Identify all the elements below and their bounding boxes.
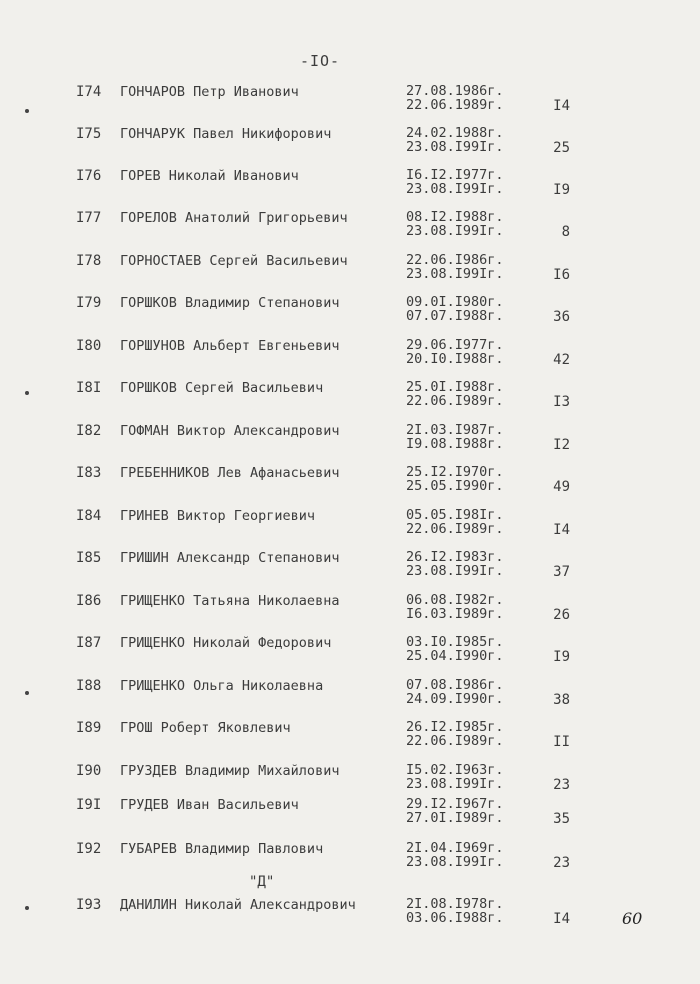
entry-number: I80 — [76, 338, 102, 354]
entry-dates — [406, 678, 504, 706]
entry-name: ГОРЕЛОВ Анатолий Григорьевич — [120, 210, 348, 226]
entry-name: ГОРШКОВ Сергей Васильевич — [120, 380, 324, 396]
entry-name: ГУБАРЕВ Владимир Павлович — [120, 841, 324, 857]
entry-row — [0, 550, 700, 584]
entry-date-end: 22.06.I989г. — [406, 521, 504, 537]
entry-date-end: 23.08.I99Iг. — [406, 776, 504, 792]
entry-name: ГРИШИН Александр Степанович — [120, 550, 340, 566]
entry-name: ГРЕБЕННИКОВ Лев Афанасьевич — [120, 465, 340, 481]
entry-number: I87 — [76, 635, 102, 651]
entry-row — [0, 841, 700, 875]
entry-number: I75 — [76, 126, 102, 142]
entry-date-start: 03.I0.I985г. — [406, 634, 504, 650]
entry-date-start: 24.02.1988г. — [406, 125, 504, 141]
entry-number: I90 — [76, 763, 102, 779]
entry-date-end: 20.I0.I988г. — [406, 351, 504, 367]
entry-years: I4 — [553, 98, 570, 114]
entry-date-start: 29.I2.I967г. — [406, 796, 504, 812]
entry-row — [0, 84, 700, 118]
entry-dates — [406, 593, 504, 621]
entry-name: ГОРШКОВ Владимир Степанович — [120, 295, 340, 311]
entry-date-start: 26.I2.I983г. — [406, 549, 504, 565]
entry-number: I89 — [76, 720, 102, 736]
entry-dates — [406, 841, 504, 869]
entry-name: ГРОШ Роберт Яковлевич — [120, 720, 291, 736]
entry-date-end: 23.08.I99Iг. — [406, 266, 504, 282]
entry-date-start: I6.I2.I977г. — [406, 167, 504, 183]
entry-years: 36 — [553, 309, 570, 325]
entry-dates — [406, 635, 504, 663]
entry-date-start: 05.05.I98Iг. — [406, 507, 504, 523]
entry-date-end: 07.07.I988г. — [406, 308, 504, 324]
entry-name: ДАНИЛИН Николай Александрович — [120, 897, 356, 913]
entry-date-start: 07.08.I986г. — [406, 677, 504, 693]
entry-row — [0, 210, 700, 244]
entry-years: 23 — [553, 777, 570, 793]
entry-row — [0, 126, 700, 160]
entry-date-end: 25.04.I990г. — [406, 648, 504, 664]
entry-name: ГРУДЕВ Иван Васильевич — [120, 797, 299, 813]
entry-years: II — [553, 734, 570, 750]
handwritten-margin-mark: 60 — [622, 909, 643, 928]
entry-years: I4 — [553, 522, 570, 538]
entry-name: ГРИЩЕНКО Татьяна Николаевна — [120, 593, 340, 609]
entry-row — [0, 797, 700, 831]
entry-number: I85 — [76, 550, 102, 566]
entry-name: ГОНЧАРУК Павел Никифорович — [120, 126, 332, 142]
entry-date-start: 22.06.I986г. — [406, 252, 504, 268]
entry-years: 8 — [561, 224, 570, 240]
entry-date-start: 2I.04.I969г. — [406, 840, 504, 856]
entry-dates — [406, 550, 504, 578]
entry-number: I74 — [76, 84, 102, 100]
entry-row — [0, 635, 700, 669]
entry-row — [0, 253, 700, 287]
entry-date-start: 25.0I.I988г. — [406, 379, 504, 395]
entry-years: 23 — [553, 855, 570, 871]
entry-years: I2 — [553, 437, 570, 453]
entry-number: I8I — [76, 380, 102, 396]
entry-years: I9 — [553, 182, 570, 198]
entry-dates — [406, 295, 504, 323]
entry-date-start: I5.02.I963г. — [406, 762, 504, 778]
entry-years: 38 — [553, 692, 570, 708]
entry-years: I9 — [553, 649, 570, 665]
entry-row — [0, 380, 700, 414]
entry-dates — [406, 508, 504, 536]
entry-date-start: 26.I2.I985г. — [406, 719, 504, 735]
entry-date-end: 22.06.I989г. — [406, 393, 504, 409]
entry-number: I83 — [76, 465, 102, 481]
entry-row — [0, 897, 700, 931]
entry-dates — [406, 797, 504, 825]
page-number: -IO- — [299, 52, 341, 70]
entry-years: 42 — [553, 352, 570, 368]
entry-row — [0, 593, 700, 627]
entry-row — [0, 465, 700, 499]
section-letter: "Д" — [249, 874, 275, 890]
entry-name: ГРИНЕВ Виктор Георгиевич — [120, 508, 316, 524]
entry-date-start: 29.06.I977г. — [406, 337, 504, 353]
entry-date-start: 2I.08.I978г. — [406, 896, 504, 912]
entry-dates — [406, 253, 504, 281]
entry-years: 25 — [553, 140, 570, 156]
margin-speck — [25, 691, 29, 695]
entry-row — [0, 295, 700, 329]
entry-row — [0, 720, 700, 754]
entry-name: ГОРНОСТАЕВ Сергей Васильевич — [120, 253, 348, 269]
entry-date-start: 09.0I.I980г. — [406, 294, 504, 310]
entry-date-start: 06.08.I982г. — [406, 592, 504, 608]
entry-dates — [406, 126, 504, 154]
entry-years: 49 — [553, 479, 570, 495]
entry-date-end: 27.0I.I989г. — [406, 810, 504, 826]
entry-row — [0, 678, 700, 712]
entry-dates — [406, 423, 504, 451]
entry-date-end: 23.08.I99Iг. — [406, 563, 504, 579]
entry-years: I4 — [553, 911, 570, 927]
entry-dates — [406, 763, 504, 791]
entry-name: ГОНЧАРОВ Петр Иванович — [120, 84, 299, 100]
entry-date-end: 03.06.I988г. — [406, 910, 504, 926]
entry-years: I6 — [553, 267, 570, 283]
entry-number: I77 — [76, 210, 102, 226]
entry-years: 26 — [553, 607, 570, 623]
entry-number: I86 — [76, 593, 102, 609]
entry-row — [0, 168, 700, 202]
entry-name: ГРИЩЕНКО Николай Федорович — [120, 635, 332, 651]
entry-number: I82 — [76, 423, 102, 439]
entry-row — [0, 338, 700, 372]
entry-number: I84 — [76, 508, 102, 524]
entry-date-start: 2I.03.I987г. — [406, 422, 504, 438]
entry-date-start: 08.I2.I988г. — [406, 209, 504, 225]
entry-years: 35 — [553, 811, 570, 827]
entry-dates — [406, 380, 504, 408]
margin-speck — [25, 109, 29, 113]
margin-speck — [25, 391, 29, 395]
entry-years: I3 — [553, 394, 570, 410]
entry-number: I78 — [76, 253, 102, 269]
entry-dates — [406, 84, 504, 112]
entry-number: I79 — [76, 295, 102, 311]
entry-name: ГОРШУНОВ Альберт Евгеньевич — [120, 338, 340, 354]
entry-number: I9I — [76, 797, 102, 813]
margin-speck — [25, 906, 29, 910]
entry-date-end: 22.06.I989г. — [406, 733, 504, 749]
entry-date-end: 25.05.I990г. — [406, 478, 504, 494]
entry-date-end: 23.08.I99Iг. — [406, 139, 504, 155]
entry-name: ГРИЩЕНКО Ольга Николаевна — [120, 678, 324, 694]
entry-date-start: 25.I2.I970г. — [406, 464, 504, 480]
entry-date-start: 27.08.1986г. — [406, 83, 504, 99]
entry-number: I93 — [76, 897, 102, 913]
entry-date-end: 23.08.I99Iг. — [406, 223, 504, 239]
entry-dates — [406, 720, 504, 748]
entry-date-end: 23.08.I99Iг. — [406, 181, 504, 197]
entry-dates — [406, 897, 504, 925]
entry-row — [0, 508, 700, 542]
entry-dates — [406, 168, 504, 196]
entry-number: I92 — [76, 841, 102, 857]
entry-date-end: I9.08.I988г. — [406, 436, 504, 452]
entry-number: I76 — [76, 168, 102, 184]
entry-name: ГРУЗДЕВ Владимир Михайлович — [120, 763, 340, 779]
entry-date-end: 23.08.I99Iг. — [406, 854, 504, 870]
entry-name: ГОФМАН Виктор Александрович — [120, 423, 340, 439]
entry-date-end: 24.09.I990г. — [406, 691, 504, 707]
entry-dates — [406, 210, 504, 238]
entry-row — [0, 763, 700, 797]
entry-date-end: 22.06.1989г. — [406, 97, 504, 113]
entry-dates — [406, 465, 504, 493]
entry-years: 37 — [553, 564, 570, 580]
entry-number: I88 — [76, 678, 102, 694]
entry-dates — [406, 338, 504, 366]
entry-date-end: I6.03.I989г. — [406, 606, 504, 622]
entry-name: ГОРЕВ Николай Иванович — [120, 168, 299, 184]
entry-row — [0, 423, 700, 457]
